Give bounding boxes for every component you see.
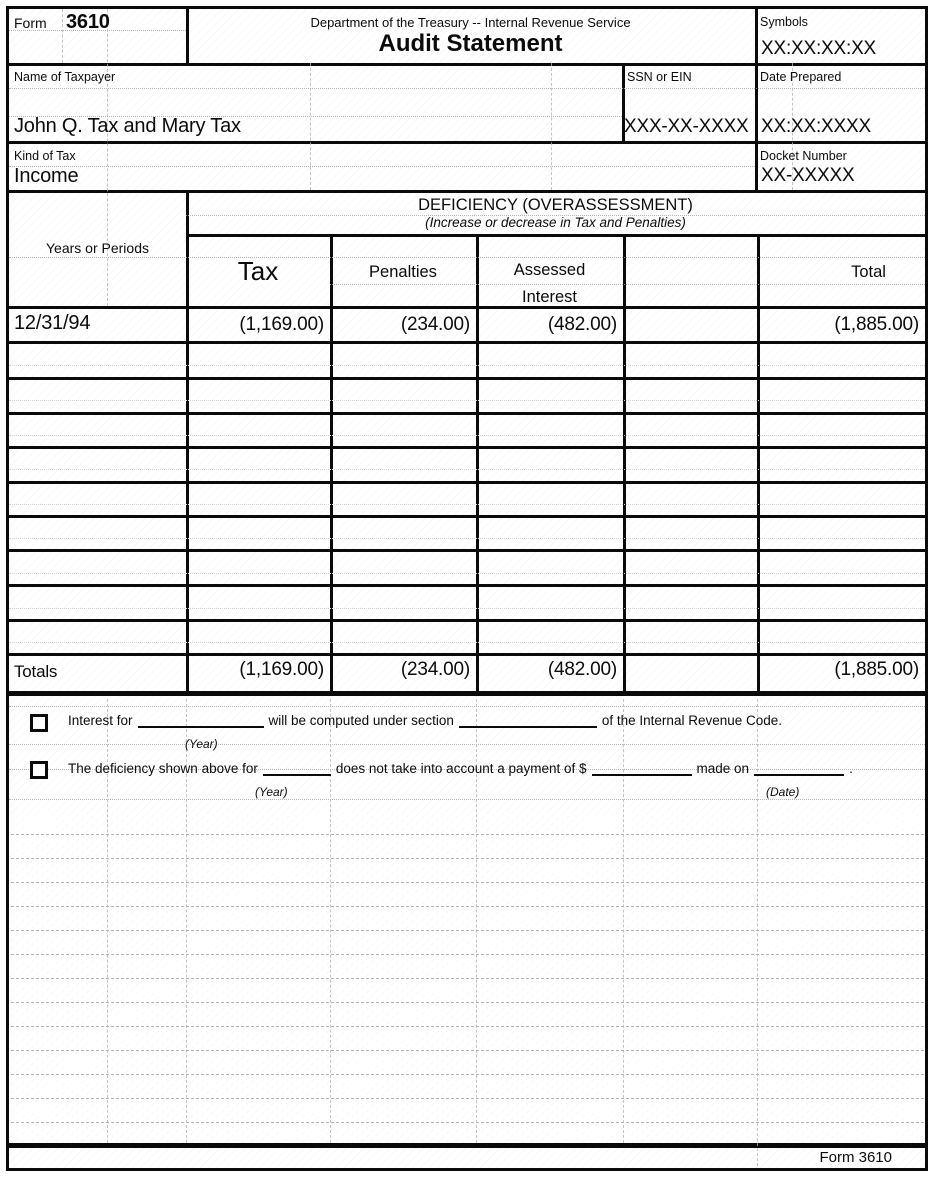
divider-deficiency-band-bottom	[186, 234, 925, 237]
payment-year-blank[interactable]	[263, 760, 331, 776]
divider-kind-row-bottom	[9, 190, 925, 193]
table-row-line	[9, 549, 925, 552]
scan-artifact-line	[9, 642, 925, 643]
interest-statement-part2: will be computed under section	[268, 713, 454, 728]
table-row-line	[9, 619, 925, 622]
footer-form-id: Form 3610	[819, 1149, 892, 1166]
kind-of-tax-label: Kind of Tax	[14, 149, 76, 163]
table-row-line	[9, 481, 925, 484]
totals-total: (1,885.00)	[834, 659, 919, 680]
scan-artifact-line	[9, 257, 925, 258]
deficiency-section-subtitle: (Increase or decrease in Tax and Penalties)	[425, 215, 686, 230]
table-row-period[interactable]: 12/31/94	[14, 312, 91, 334]
payment-statement-part3: made on	[696, 761, 750, 776]
scan-artifact-line	[9, 538, 925, 539]
scan-artifact-line	[9, 469, 925, 470]
scan-artifact-line	[9, 504, 925, 505]
name-of-taxpayer-label: Name of Taxpayer	[14, 70, 116, 84]
table-col-line-assessed-right	[623, 234, 626, 691]
table-col-line-blank-right	[757, 234, 760, 691]
agency-line: Department of the Treasury -- Internal Revenue Service	[310, 15, 631, 30]
payment-statement-part4: .	[849, 761, 853, 776]
totals-label: Totals	[14, 662, 58, 681]
table-row-line	[9, 377, 925, 380]
totals-tax: (1,169.00)	[239, 659, 324, 680]
docket-number-value[interactable]: XX-XXXXX	[761, 165, 855, 186]
symbols-value: XX:XX:XX:XX	[761, 38, 877, 59]
table-row-line	[9, 341, 925, 344]
form-number: 3610	[66, 11, 110, 33]
table-col-line-tax-right	[330, 234, 333, 691]
page-title: Audit Statement	[378, 30, 563, 57]
divider-totals-bottom	[9, 691, 925, 696]
payment-checkbox[interactable]	[30, 761, 48, 779]
interest-year-note: (Year)	[185, 737, 218, 751]
ssn-or-ein-label: SSN or EIN	[627, 70, 692, 84]
blank-ruled-area	[9, 811, 925, 1143]
scan-artifact-line	[9, 799, 925, 800]
scan-artifact-line	[9, 608, 925, 609]
table-row-line	[9, 412, 925, 415]
divider-column-header-bottom	[9, 306, 925, 309]
payment-date-blank[interactable]	[754, 760, 844, 776]
form-3610-document	[6, 6, 928, 1171]
scan-artifact-line	[62, 9, 63, 63]
payment-date-note: (Date)	[766, 785, 800, 799]
form-word-label: Form	[14, 15, 47, 31]
divider-name-row-bottom	[9, 141, 925, 144]
date-prepared-label: Date Prepared	[760, 70, 842, 84]
table-row-line	[9, 584, 925, 587]
table-row-assessed-interest[interactable]: (482.00)	[547, 314, 617, 335]
docket-number-label: Docket Number	[760, 149, 847, 163]
scan-artifact-line	[9, 166, 755, 167]
payment-statement-part1: The deficiency shown above for	[68, 761, 258, 776]
interest-statement-part3: of the Internal Revenue Code.	[601, 713, 783, 728]
scan-artifact-line	[551, 63, 552, 190]
scan-artifact-line	[330, 284, 925, 285]
interest-statement-part1: Interest for	[68, 713, 133, 728]
payment-amount-blank[interactable]	[592, 760, 692, 776]
name-of-taxpayer-value[interactable]: John Q. Tax and Mary Tax	[14, 115, 241, 137]
penalties-column-header: Penalties	[369, 263, 437, 281]
assessed-column-header-line2: Interest	[521, 288, 578, 306]
divider-symbols-cell-left	[755, 9, 758, 190]
scan-artifact-line	[107, 9, 108, 306]
scan-artifact-line	[9, 573, 925, 574]
table-row-line	[9, 653, 925, 656]
date-prepared-value[interactable]: XX:XX:XXXX	[761, 116, 871, 137]
scan-artifact-line	[9, 88, 925, 89]
kind-of-tax-value[interactable]: Income	[14, 165, 79, 187]
tax-column-header: Tax	[237, 256, 279, 286]
interest-checkbox[interactable]	[30, 714, 48, 732]
scan-artifact-line	[9, 706, 925, 707]
ssn-or-ein-value[interactable]: XXX-XX-XXXX	[624, 116, 749, 137]
deficiency-section-title: DEFICIENCY (OVERASSESSMENT)	[418, 196, 693, 214]
scan-artifact-line	[9, 744, 925, 745]
payment-year-note: (Year)	[255, 785, 288, 799]
payment-statement	[68, 760, 853, 776]
scan-artifact-line	[9, 365, 925, 366]
symbols-label: Symbols	[760, 15, 808, 29]
totals-penalties: (234.00)	[400, 659, 470, 680]
years-or-periods-header: Years or Periods	[46, 240, 149, 256]
table-row-line	[9, 515, 925, 518]
interest-statement	[68, 712, 782, 728]
assessed-column-header-line1: Assessed	[513, 261, 586, 279]
divider-title-bottom	[9, 63, 925, 66]
totals-assessed-interest: (482.00)	[547, 659, 617, 680]
table-row-penalties[interactable]: (234.00)	[400, 314, 470, 335]
interest-section-blank[interactable]	[459, 712, 597, 728]
total-column-header: Total	[851, 263, 886, 281]
scan-artifact-line	[9, 400, 925, 401]
table-row-line	[9, 446, 925, 449]
divider-footer-top	[9, 1143, 925, 1148]
interest-year-blank[interactable]	[138, 712, 264, 728]
table-row-tax[interactable]: (1,169.00)	[239, 314, 324, 335]
scan-artifact-line	[310, 63, 311, 190]
table-row-total[interactable]: (1,885.00)	[834, 314, 919, 335]
payment-statement-part2: does not take into account a payment of $	[335, 761, 587, 776]
scan-artifact-line	[9, 435, 925, 436]
